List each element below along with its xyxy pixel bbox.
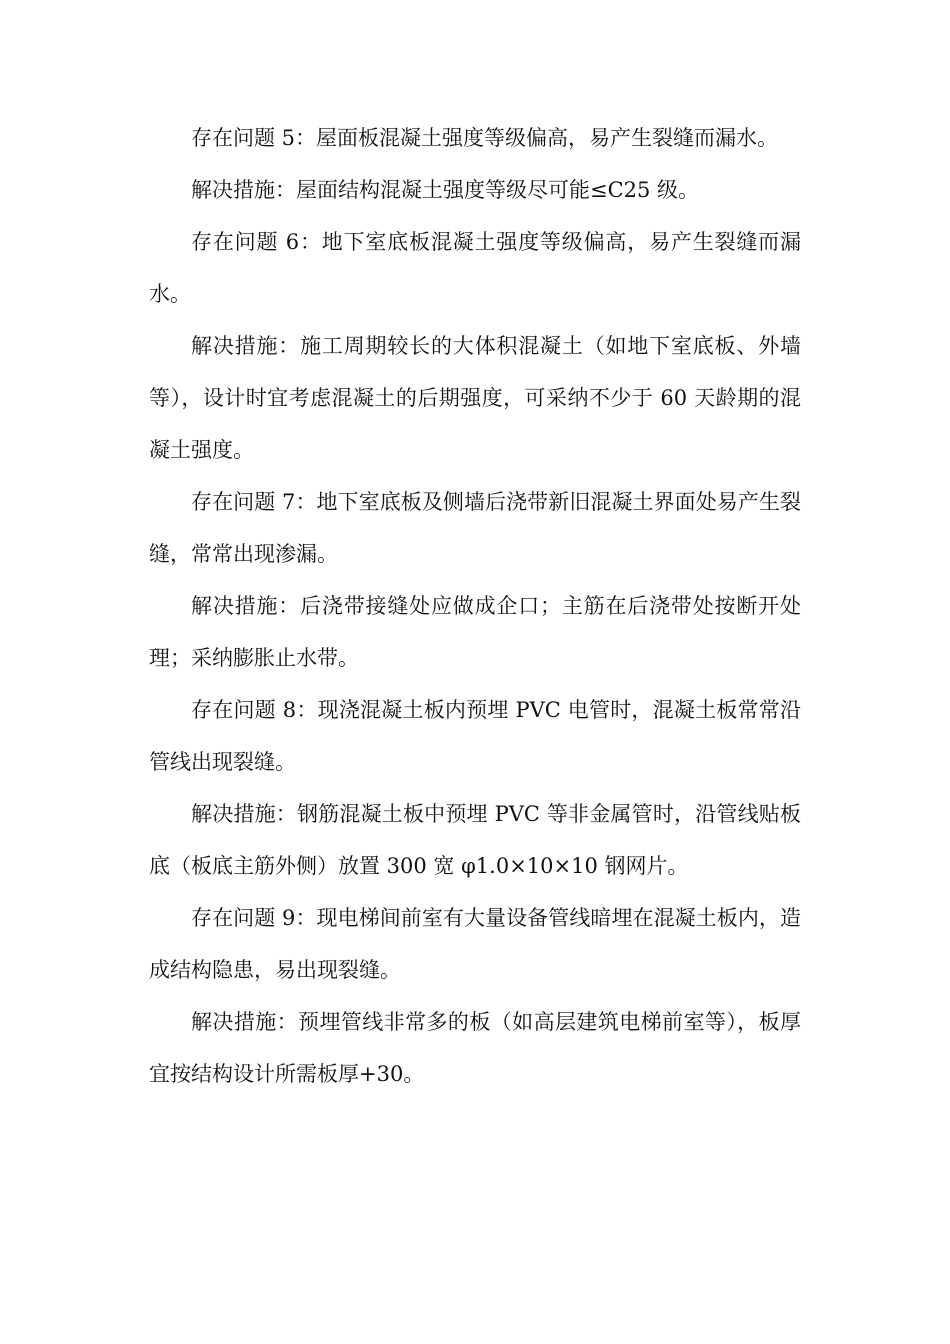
paragraph-solution-6: 解决措施：施工周期较长的大体积混凝土（如地下室底板、外墙等），设计时宜考虑混凝土的后期强度，可采纳不少于 60 天龄期的混凝土强度。 (149, 334, 801, 462)
paragraph-problem-9: 存在问题 9：现电梯间前室有大量设备管线暗埋在混凝土板内，造成结构隐患，易出现裂缝。 (149, 906, 801, 982)
document-body (149, 112, 801, 1100)
paragraph-solution-7: 解决措施：后浇带接缝处应做成企口；主筋在后浇带处按断开处理；采纳膨胀止水带。 (149, 594, 801, 670)
paragraph-problem-8: 存在问题 8：现浇混凝土板内预埋 PVC 电管时，混凝土板常常沿管线出现裂缝。 (149, 698, 801, 774)
paragraph-solution-9: 解决措施：预埋管线非常多的板（如高层建筑电梯前室等），板厚宜按结构设计所需板厚+30。 (149, 1010, 801, 1086)
paragraph-problem-5: 存在问题 5：屋面板混凝土强度等级偏高，易产生裂缝而漏水。 (191, 126, 779, 150)
paragraph-solution-5: 解决措施：屋面结构混凝土强度等级尽可能≤C25 级。 (191, 178, 700, 202)
paragraph-problem-6: 存在问题 6：地下室底板混凝土强度等级偏高，易产生裂缝而漏水。 (149, 230, 801, 306)
paragraph-problem-7: 存在问题 7：地下室底板及侧墙后浇带新旧混凝土界面处易产生裂缝，常常出现渗漏。 (149, 490, 801, 566)
paragraph-solution-8: 解决措施：钢筋混凝土板中预埋 PVC 等非金属管时，沿管线贴板底（板底主筋外侧）放置 300 宽 φ1.0×10×10 钢网片。 (149, 802, 801, 878)
